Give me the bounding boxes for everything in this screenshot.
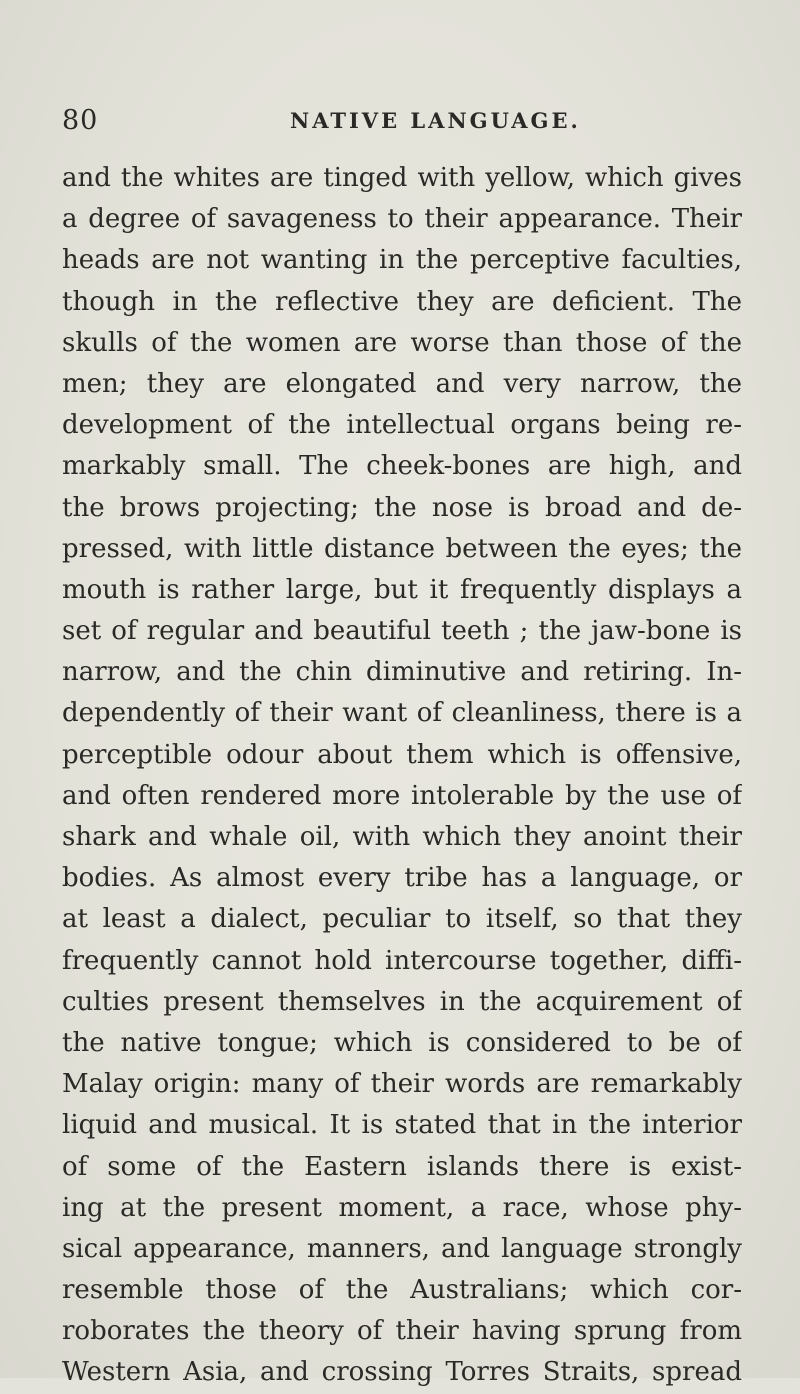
text-line: a degree of savageness to their appearance. Their — [62, 204, 742, 235]
text-line: mouth is rather large, but it frequently displays a — [62, 574, 742, 605]
text-line: and often rendered more intolerable by the use of — [62, 780, 742, 811]
text-line: skulls of the women are worse than those of the — [62, 327, 742, 358]
text-line: set of regular and beautiful teeth ; the jaw-bone is — [62, 616, 742, 647]
text-line: though in the reflective they are deficient. The — [62, 286, 742, 317]
running-header — [62, 105, 742, 141]
text-line: pressed, with little distance between the eyes; the — [62, 533, 742, 564]
text-line: men; they are elongated and very narrow, the — [62, 368, 742, 399]
text-line: narrow, and the chin diminutive and retiring. In- — [62, 657, 742, 688]
body-text — [62, 158, 742, 1394]
text-line: shark and whale oil, with which they anoint their — [62, 822, 742, 852]
text-line: and the whites are tinged with yellow, which gives — [62, 163, 742, 193]
text-line: development of the intellectual organs being re- — [62, 410, 742, 441]
text-line: ing at the present moment, a race, whose phy- — [62, 1192, 742, 1223]
text-line: at least a dialect, peculiar to itself, so that they — [62, 904, 742, 935]
text-line: markably small. The cheek-bones are high, and — [62, 451, 742, 482]
text-line: culties present themselves in the acquirement of — [62, 986, 742, 1017]
text-line: Western Asia, and crossing Torres Straits, spread — [62, 1357, 742, 1388]
running-title: NATIVE LANGUAGE. — [290, 108, 581, 133]
page-number: 80 — [62, 105, 99, 136]
text-line: dependently of their want of cleanliness, there is a — [62, 698, 742, 729]
text-line: sical appearance, manners, and language strongly — [62, 1233, 742, 1264]
text-line: the brows projecting; the nose is broad and de- — [62, 492, 742, 523]
text-line: resemble those of the Australians; which cor- — [62, 1275, 742, 1306]
text-line: heads are not wanting in the perceptive faculties, — [62, 245, 742, 276]
text-line: perceptible odour about them which is offensive, — [62, 739, 742, 770]
text-line: roborates the theory of their having sprung from — [62, 1316, 742, 1347]
text-line: frequently cannot hold intercourse together, diffi- — [62, 945, 742, 976]
text-line: bodies. As almost every tribe has a language, or — [62, 863, 742, 894]
text-line: the native tongue; which is considered to be of — [62, 1027, 742, 1058]
text-line: Malay origin: many of their words are remarkably — [62, 1069, 742, 1100]
text-line: of some of the Eastern islands there is exist- — [62, 1151, 742, 1182]
text-line: liquid and musical. It is stated that in the interior — [62, 1110, 742, 1141]
